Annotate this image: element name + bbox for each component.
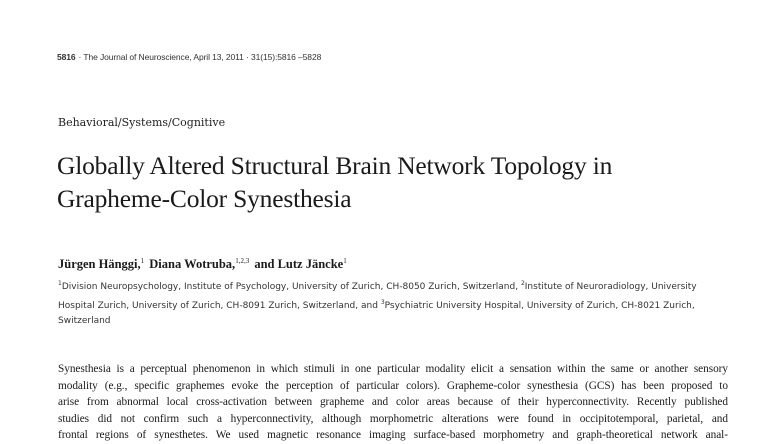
paper-title-line-1: Globally Altered Structural Brain Network Topology in xyxy=(57,151,613,180)
abstract-line: arise from abnormal local cross-activation between grapheme and color areas because of their hyperconnectivity. Recently published xyxy=(58,396,728,408)
affiliation-text: Division Neuropsychology, Institute of Psychology, University of Zurich, CH-8050 Zurich, Switzerland, xyxy=(61,282,519,292)
abstract-line: studies did not confirm such a hyperconnectivity, although morphometric alterations were found in occipitotemporal, parietal, and xyxy=(58,412,728,425)
paper-title-line-2: Grapheme-Color Synesthesia xyxy=(57,184,352,213)
paper-title xyxy=(57,149,757,215)
abstract-line: Synesthesia is a perceptual phenomenon in which stimuli in one particular modality elicit a sensation within the same or another sensory xyxy=(58,363,728,375)
author-affiliation-mark: 1 xyxy=(343,257,347,265)
author-affiliation-mark: 1 xyxy=(140,257,145,265)
running-head xyxy=(57,52,321,62)
author-affiliation-mark: 1,2,3 xyxy=(235,257,250,265)
page-number: 5816 xyxy=(57,52,76,62)
author-name: Diana Wotruba, xyxy=(149,257,236,271)
abstract xyxy=(58,361,728,444)
abstract-line: frontal regions of synesthetes. We used magnetic resonance imaging surface-based morphometry and graph-theoretical network anal- xyxy=(58,429,728,441)
affiliation-text: Psychiatric University Hospital, University of Zurich, CH-8021 Zurich, Switzerland xyxy=(58,301,695,326)
author-name: Jürgen Hänggi, xyxy=(58,257,141,271)
affiliation-text: Institute of Neuroradiology, University Hospital Zurich, University of Zurich, CH-8091 Zurich, Switzerland, and xyxy=(58,282,697,311)
affiliation-mark: 2 xyxy=(520,280,525,287)
affiliations xyxy=(58,276,728,329)
author-list xyxy=(58,257,349,272)
journal-citation: · The Journal of Neuroscience, April 13, 2011 · 31(15):5816 –5828 xyxy=(78,52,322,62)
affiliation-mark: 1 xyxy=(58,280,62,287)
section-label: Behavioral/Systems/Cognitive xyxy=(58,116,226,129)
abstract-line: modality (e.g., specific graphemes evoke the perception of particular colors). Grapheme-color synesthesia (GCS) has been proposed to xyxy=(58,379,728,392)
affiliation-mark: 3 xyxy=(380,299,385,306)
author-name: and Lutz Jäncke xyxy=(254,257,344,271)
